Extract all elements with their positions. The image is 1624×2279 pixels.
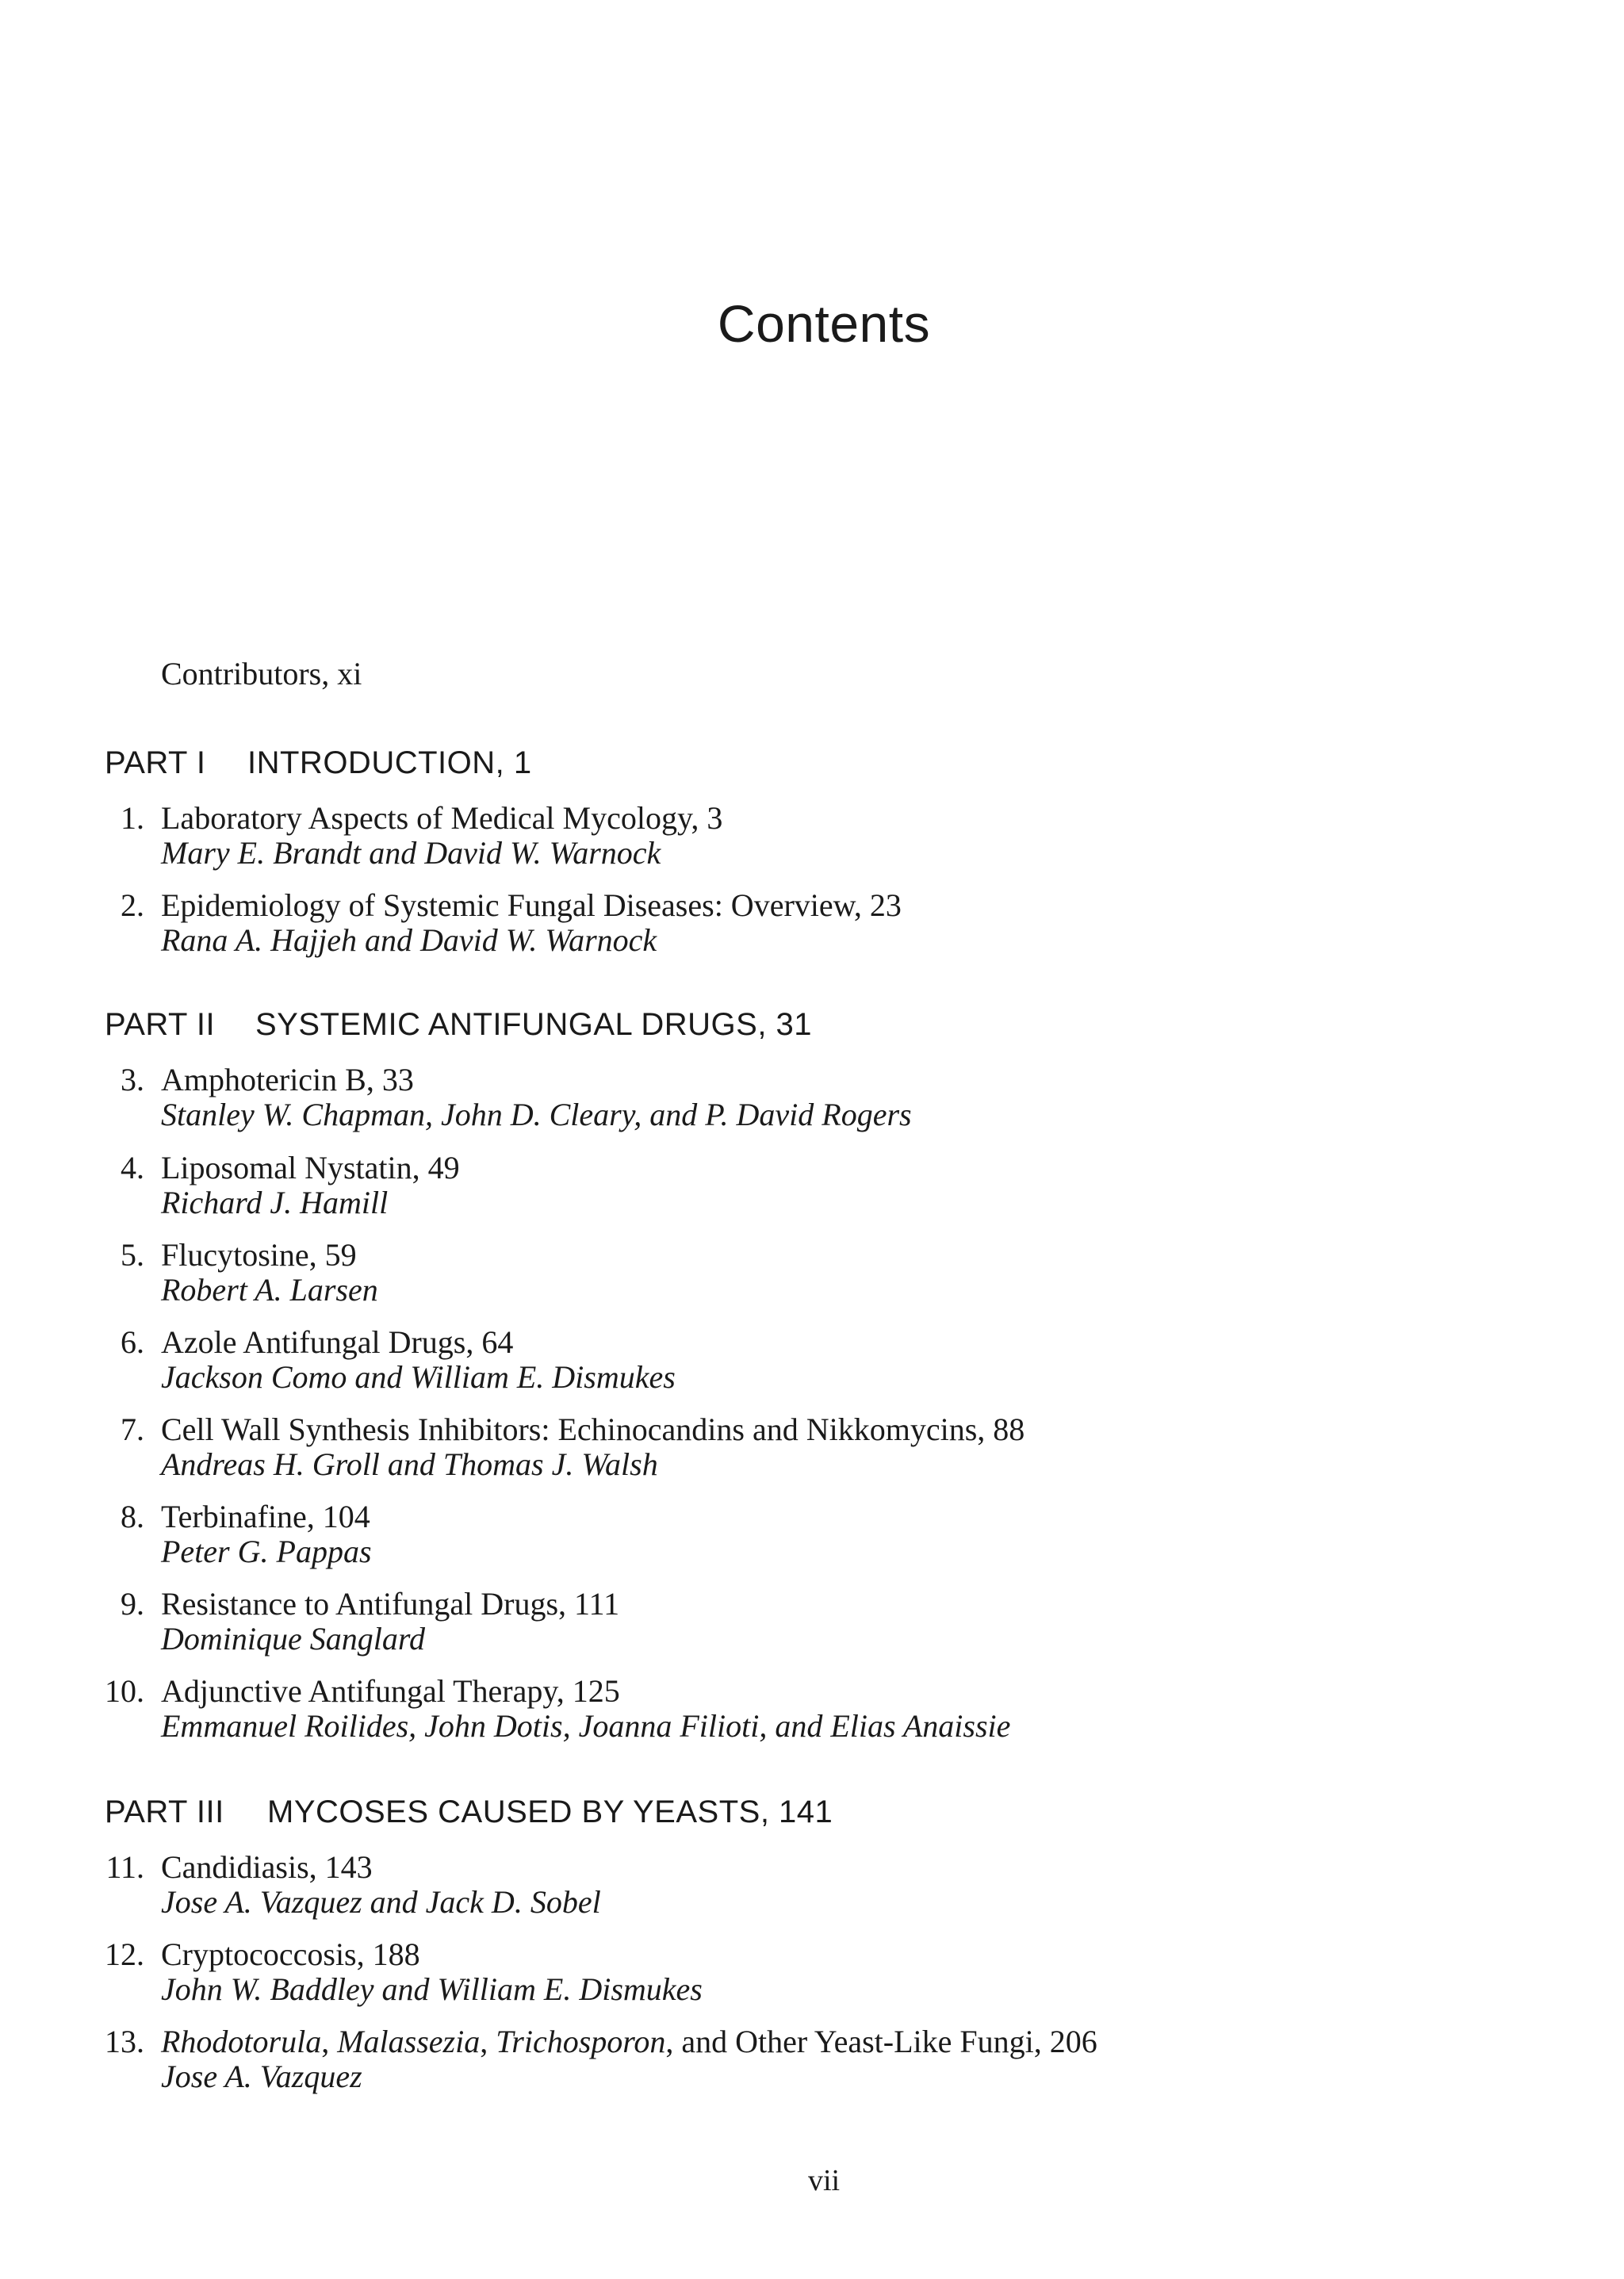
- chapter-title: Adjunctive Antifungal Therapy, 125: [161, 1673, 620, 1709]
- part-label: PART I: [105, 745, 206, 780]
- part-title: SYSTEMIC ANTIFUNGAL DRUGS, 31: [255, 1007, 813, 1042]
- genus-name: Trichosporon: [496, 2024, 666, 2059]
- chapter-authors: Stanley W. Chapman, John D. Cleary, and P. David Rogers: [161, 1097, 912, 1132]
- chapter-title: Laboratory Aspects of Medical Mycology, 3: [161, 800, 723, 836]
- title-text: ,: [480, 2024, 496, 2059]
- part-title: INTRODUCTION, 1: [247, 745, 532, 780]
- part-title: MYCOSES CAUSED BY YEASTS, 141: [267, 1794, 833, 1829]
- genus-name: Rhodotorula: [161, 2024, 322, 2059]
- contributors-entry: Contributors, xi: [161, 656, 362, 691]
- page-number: vii: [807, 2164, 841, 2197]
- chapter-authors: Peter G. Pappas: [161, 1534, 372, 1569]
- chapter-authors: Dominique Sanglard: [161, 1621, 425, 1657]
- part-heading-3: [105, 1794, 833, 1830]
- chapter-authors: Jose A. Vazquez and Jack D. Sobel: [161, 1884, 601, 1920]
- chapter-number: 12.: [105, 1936, 144, 1972]
- chapter-number: 13.: [105, 2024, 144, 2059]
- chapter-title: Resistance to Antifungal Drugs, 111: [161, 1586, 620, 1622]
- part-label: PART III: [105, 1794, 224, 1829]
- chapter-title: Azole Antifungal Drugs, 64: [161, 1324, 514, 1360]
- title-text: , and Other Yeast-Like Fungi, 206: [665, 2024, 1097, 2059]
- part-label: PART II: [105, 1007, 216, 1042]
- title-text: ,: [321, 2024, 338, 2059]
- chapter-number: 10.: [105, 1673, 144, 1709]
- page-title: Contents: [717, 294, 931, 353]
- genus-name: Malassezia: [337, 2024, 481, 2059]
- chapter-number: 9.: [121, 1586, 144, 1622]
- chapter-authors: Andreas H. Groll and Thomas J. Walsh: [161, 1446, 658, 1482]
- chapter-title: Terbinafine, 104: [161, 1499, 370, 1534]
- chapter-title: [161, 2023, 1097, 2060]
- chapter-number: 2.: [121, 887, 144, 923]
- chapter-authors: Richard J. Hamill: [161, 1185, 389, 1220]
- chapter-title: Liposomal Nystatin, 49: [161, 1150, 460, 1185]
- chapter-number: 11.: [105, 1849, 144, 1885]
- part-heading-2: [105, 1007, 812, 1043]
- chapter-number: 1.: [121, 800, 144, 836]
- chapter-title: Cell Wall Synthesis Inhibitors: Echinocandins and Nikkomycins, 88: [161, 1411, 1025, 1447]
- chapter-title: Epidemiology of Systemic Fungal Diseases: Overview, 23: [161, 887, 902, 923]
- chapter-authors: Robert A. Larsen: [161, 1272, 378, 1308]
- chapter-title: Candidiasis, 143: [161, 1849, 373, 1885]
- chapter-authors: Emmanuel Roilides, John Dotis, Joanna Filioti, and Elias Anaissie: [161, 1708, 1011, 1744]
- chapter-authors: Jackson Como and William E. Dismukes: [161, 1359, 676, 1395]
- chapter-title: Flucytosine, 59: [161, 1237, 357, 1273]
- chapter-number: 3.: [121, 1062, 144, 1097]
- chapter-authors: John W. Baddley and William E. Dismukes: [161, 1971, 703, 2007]
- chapter-number: 5.: [121, 1237, 144, 1273]
- chapter-number: 6.: [121, 1324, 144, 1360]
- chapter-authors: Mary E. Brandt and David W. Warnock: [161, 835, 661, 871]
- chapter-number: 4.: [121, 1150, 144, 1185]
- chapter-number: 7.: [121, 1411, 144, 1447]
- part-heading-1: [105, 745, 532, 781]
- chapter-title: Amphotericin B, 33: [161, 1062, 414, 1097]
- chapter-authors: Rana A. Hajjeh and David W. Warnock: [161, 922, 657, 958]
- chapter-number: 8.: [121, 1499, 144, 1534]
- chapter-authors: Jose A. Vazquez: [161, 2059, 362, 2094]
- chapter-title: Cryptococcosis, 188: [161, 1936, 420, 1972]
